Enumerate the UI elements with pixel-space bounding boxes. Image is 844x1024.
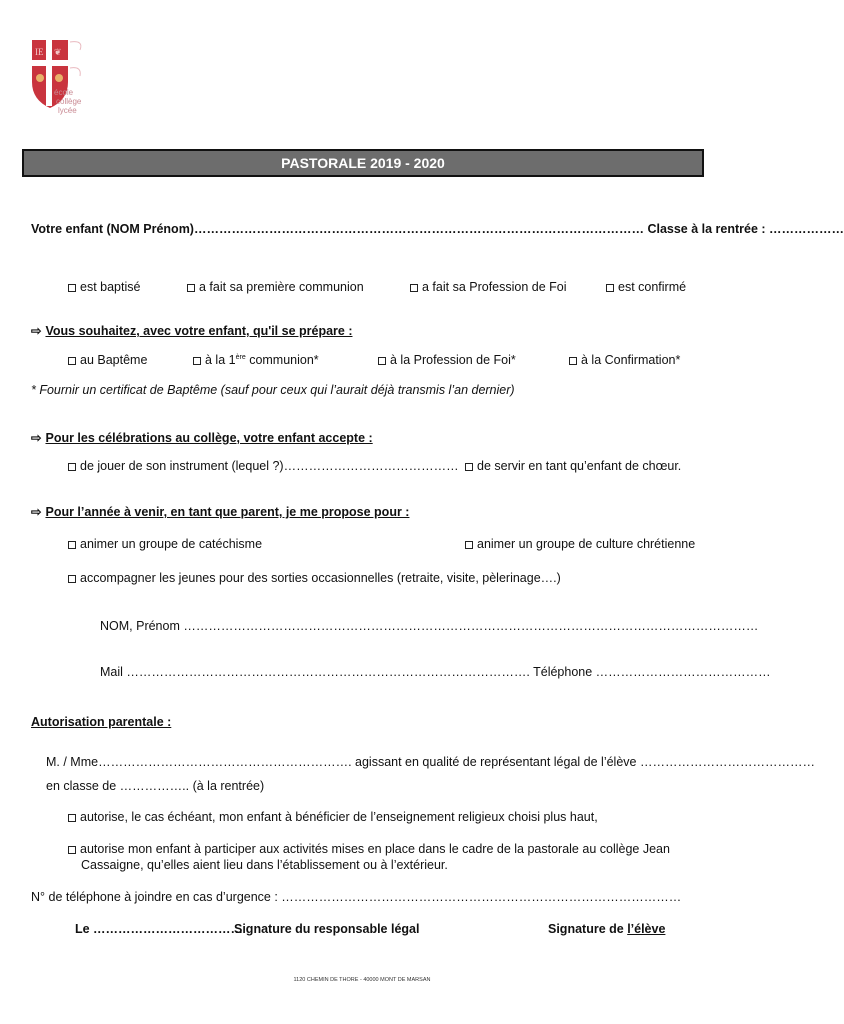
prepare-confirmation-label: à la Confirmation* [581,353,681,367]
logo-text-college: collège [56,97,82,106]
authorisation-check1[interactable] [68,810,598,824]
prepare-profession-label: à la Profession de Foi* [390,353,516,367]
checkbox-icon[interactable] [606,284,614,292]
authorisation-heading: Autorisation parentale : [31,715,172,729]
parent-culture-label: animer un groupe de culture chrétienne [477,537,696,551]
celebrations-heading-text: Pour les célébrations au collège, votre enfant accepte : [45,431,373,445]
celebrations-choeur[interactable] [465,459,681,473]
svg-text:IE: IE [35,47,44,57]
parent-heading [31,504,409,519]
celebrations-choeur-label: de servir en tant qu’enfant de chœur. [477,459,682,473]
authorisation-line2[interactable]: en classe de …………….. (à la rentrée) [46,779,265,793]
prepare-communion-label: à la 1 [205,353,236,367]
signature-responsable: Signature du responsable légal [234,922,420,936]
logo-text-ecole: école [54,88,74,97]
checkbox-icon[interactable] [68,463,76,471]
checkbox-icon[interactable] [193,357,201,365]
arrow-right-icon: ⇨ [31,505,42,519]
checkbox-icon[interactable] [187,284,195,292]
checkbox-icon[interactable] [378,357,386,365]
parent-nom-line[interactable]: NOM, Prénom ………………………………………………………………………………………………………………………… [100,619,759,633]
prepare-communion-label-end: communion* [245,353,319,367]
parent-heading-text: Pour l’année à venir, en tant que parent, je me propose pour : [45,505,410,519]
checkbox-icon[interactable] [569,357,577,365]
certificate-note: * Fournir un certificat de Baptême (sauf pour ceux qui l’aurait déjà transmis l’an dernier) [31,383,515,397]
prepare-confirmation[interactable] [569,353,680,367]
prepare-bapteme-label: au Baptême [80,353,148,367]
status-profession[interactable] [410,280,567,294]
emergency-phone-line[interactable]: N° de téléphone à joindre en cas d’urgence : …………………………………………………………………………………… [31,890,682,904]
checkbox-icon[interactable] [68,357,76,365]
status-communion-label: a fait sa première communion [199,280,364,294]
signature-eleve [548,922,665,936]
parent-accompagner-label: accompagner les jeunes pour des sorties occasionnelles (retraite, visite, pèlerinage….) [80,571,561,585]
checkbox-icon[interactable] [410,284,418,292]
authorisation-check2-cont: Cassaigne, qu’elles aient lieu dans l’établissement ou à l’extérieur. [81,858,448,872]
prepare-heading [31,323,352,338]
checkbox-icon[interactable] [68,541,76,549]
prepare-communion[interactable] [193,353,319,367]
prepare-bapteme[interactable] [68,353,147,367]
parent-catechisme-label: animer un groupe de catéchisme [80,537,263,551]
authorisation-line1[interactable]: M. / Mme……………………………………………………. agissant en qualité de représentant légal de l’élève …………………………………… [46,755,815,769]
prepare-profession[interactable] [378,353,516,367]
parent-catechisme[interactable] [68,537,262,551]
checkbox-icon[interactable] [465,463,473,471]
school-logo [30,38,110,118]
arrow-right-icon: ⇨ [31,431,42,445]
checkbox-icon[interactable] [68,284,76,292]
page-title: PASTORALE 2019 - 2020 [22,149,704,177]
celebrations-instrument[interactable] [68,459,459,473]
checkbox-icon[interactable] [465,541,473,549]
child-name-line: Votre enfant (NOM Prénom)……………………………………………………………………………………………… Classe à la rentrée : ……………… [31,222,844,236]
status-confirme-label: est confirmé [618,280,687,294]
prepare-heading-text: Vous souhaitez, avec votre enfant, qu'il se prépare : [45,324,353,338]
signature-eleve-underlined: l’élève [627,922,666,936]
signature-eleve-text: Signature de [548,922,628,936]
footer-address: 1120 CHEMIN DE THORE - 40000 MONT DE MARSAN [293,977,431,983]
authorisation-check2[interactable] [68,842,670,856]
arrow-right-icon: ⇨ [31,324,42,338]
authorisation-check2-label: autorise mon enfant à participer aux activités mises en place dans le cadre de la pastorale au collège Jean [80,842,670,856]
svg-text:❦: ❦ [54,47,62,57]
signature-date-line[interactable]: Le ……………………………… [75,922,244,936]
authorisation-check1-label: autorise, le cas échéant, mon enfant à bénéficier de l’enseignement religieux choisi plus haut, [80,810,598,824]
celebrations-instrument-label: de jouer de son instrument (lequel ?)…………………………………… [80,459,459,473]
checkbox-icon[interactable] [68,575,76,583]
parent-culture[interactable] [465,537,695,551]
prepare-communion-sup: ère [235,353,246,361]
logo-text-lycee: lycée [58,106,77,115]
status-confirme[interactable] [606,280,686,294]
checkbox-icon[interactable] [68,814,76,822]
celebrations-heading [31,430,373,445]
status-profession-label: a fait sa Profession de Foi [422,280,567,294]
status-baptise[interactable] [68,280,140,294]
checkbox-icon[interactable] [68,846,76,854]
status-communion[interactable] [187,280,364,294]
parent-mail-line[interactable]: Mail ……………………………………………………………………………………. Téléphone …………………………………… [100,665,771,679]
status-baptise-label: est baptisé [80,280,141,294]
parent-accompagner[interactable] [68,571,561,585]
